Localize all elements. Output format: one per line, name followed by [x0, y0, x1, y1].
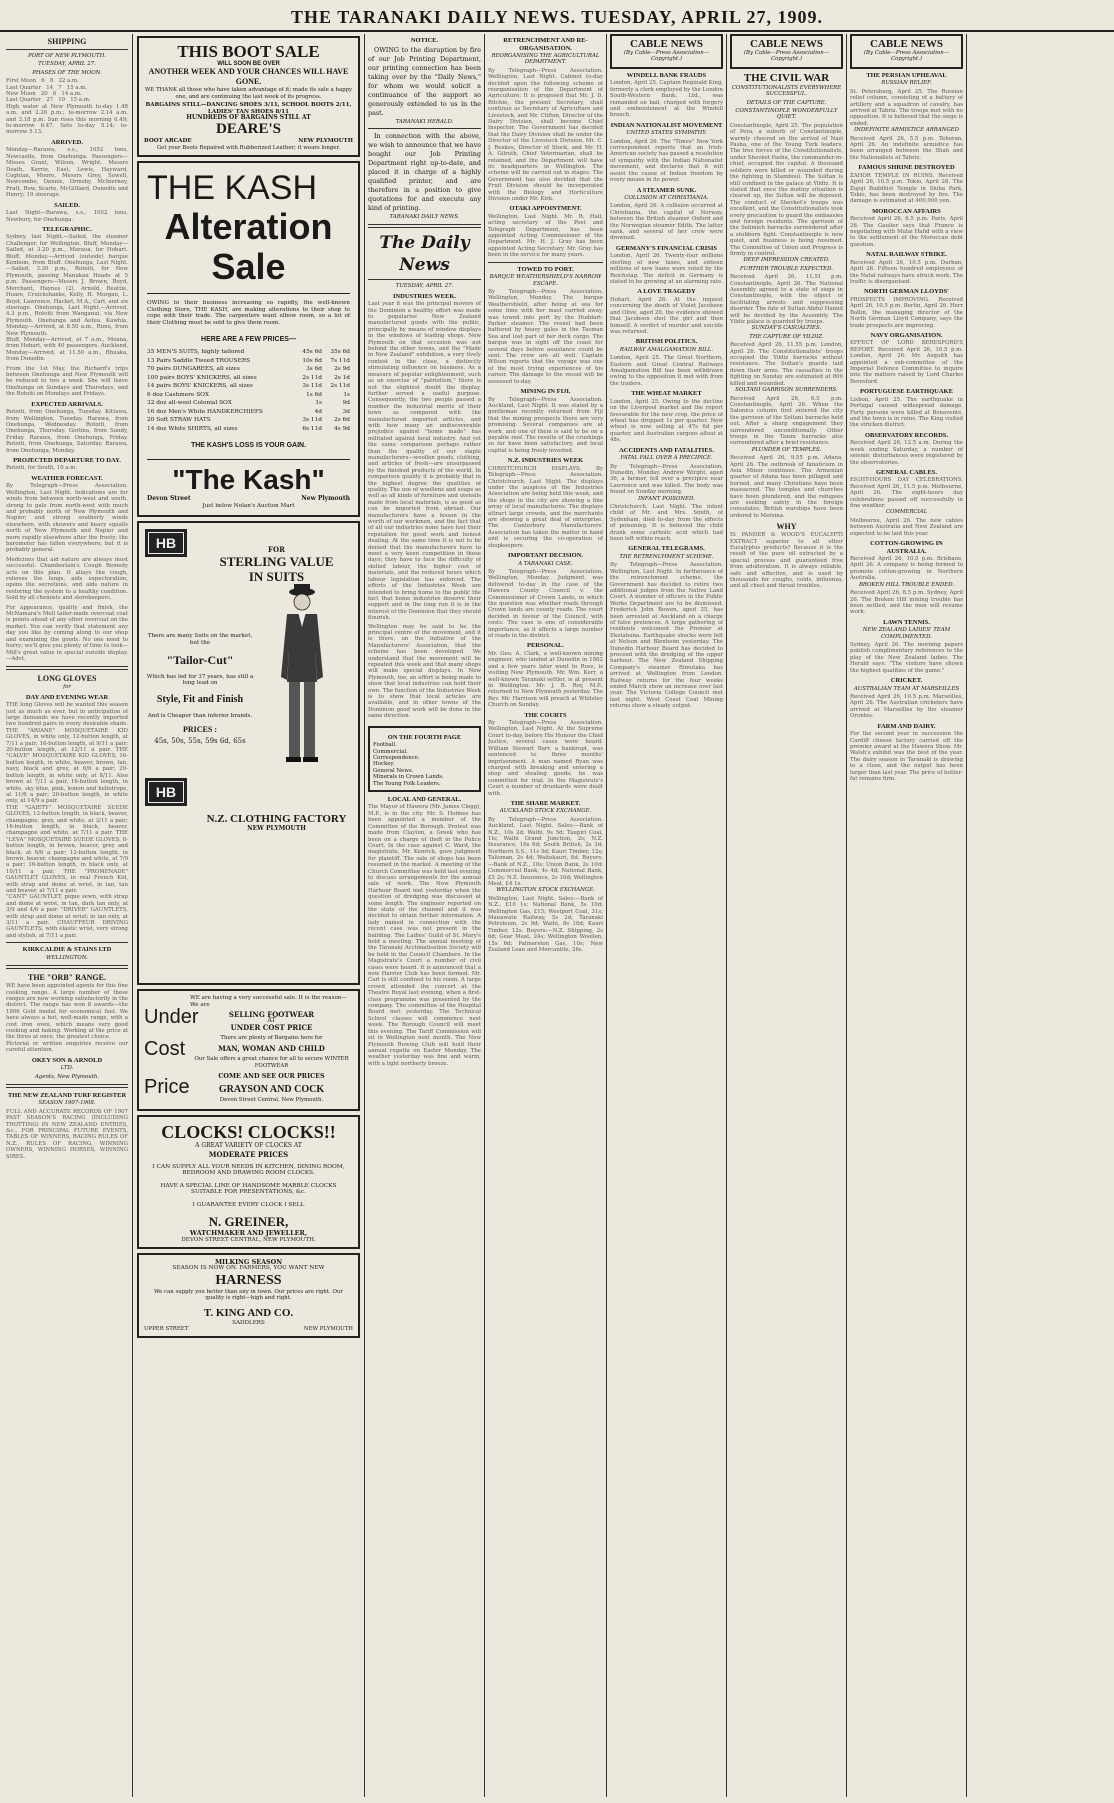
daily-news-date: TUESDAY, APRIL 27.: [395, 283, 454, 290]
price-item-name: 14 pairs BOYS' KNICKERS, all sizes: [147, 383, 253, 390]
why-title: WHY: [776, 522, 797, 532]
orb-agents-line: Agents, New Plymouth.: [34, 1073, 100, 1080]
towed-title: TOWED TO PORT.: [517, 265, 574, 273]
boot-sale-soon: WILL SOON BE OVER: [217, 61, 280, 67]
footwear-at: AT: [267, 1017, 276, 1025]
boot-sale-shop: DEARE'S: [215, 121, 282, 138]
turf-title: THE NEW ZEALAND TURF REGISTER: [7, 1091, 127, 1099]
cable-news-sub-3: (By Cable—Press Association—Copyright.): [863, 50, 950, 63]
price-row: [147, 348, 350, 357]
fourth-page-item: Correspondence.: [373, 754, 420, 761]
gentleman-illustration: [267, 578, 337, 778]
fatal-fall-title: FATAL FALL OVER A PRECIPICE.: [620, 455, 713, 462]
harness-town: NEW PLYMOUTH: [303, 1325, 353, 1332]
steamer-title: A STEAMER SUNK.: [636, 186, 697, 194]
local-general-title: LOCAL AND GENERAL.: [387, 795, 462, 803]
price-item-was: 3s 11d: [302, 417, 322, 424]
hb-suits-ad: [137, 521, 360, 985]
column-editorial: NOTICE. OWING to the disruption by fire of our Job Printing Department, our printing connection has been taking over by the "Daily News," for whom we would solicit a continuance of the support so generously extended to us in the past. TARANAKI HERALD. In connection with the above, we wish to announce that we have bought our Job Printing Department right up-to-date, and placed it in charge of a highly qualified printer, and are therefore in a position to give quotations for and execute any kind of printing. TARANAKI DAILY NEWS. The Daily News TUESDAY, APRIL 27. INDUSTRIES WEEK. Last year it was the principal movers of the Dominion a healthy effort was made to popularise New Zealand manufactured goods with the public, principally by means of window displays in the windows of leading shops. New Plymouth on that occasion was not behind the other towns, and the "Made in New Zealand" exhibition, a very lively contest in the close, a distinctly stimulating influence on business. As a measure of popular enlightenment, such as an exercise of "patriotism," there is not the slightest doubt the display, further served a useful purpose. Consequently, the two people passed a number the industrial merits of their town as compared with the manufactured imported articles, and with how many an undiscoverable prejudice against "home made" has militated against local industry. And yet the same comparison perhaps rather than the quality of our staple manufacturers—woollen goods, clothing, and articles of fresh—are unsurpassed by the finished products of the world. In comparison quality it is probably that in the highest degree the qualities of quality. The use of woollens and soaps as well as all kinds of furniture and utensils made from local materials, is as good as can be imported from abroad. Our manufacturers have a lesson in the worth of our workmen, and the fact that of all our industries none have lost their reputation for good work and honest dealing. At the same time it is not to be denied that the manufacturers have to meet a very keen competition in these days; they have to face the difficulty of skilled labour, the higher cost of materials, and the reduced hours which labour legislation has enforced. The efforts of the Industries Week are intended to bring home to the public the fact that home industries deserve their support and in the long run it is in the interest of the Dominion that they should flourish. Wellington may be said to be the principal centre of the movement, and it is there, on the initiative of the Manufacturers' Association, that the scheme has been developed. We understand that the movement will be repeated this week and that many shops will make special displays. In New Plymouth, too, an effort is being made to show that local industries can hold their own. The function of the Industries Week is to show that local articles are available, and in other towns of the Dominion good work will be done in the same direction. ON THE FOURTH PAGE Football. Commercial. Correspondence. Hockey. General News. Minerals in Crown Lands. The Young Folk Leaders. LOCAL AND GENERAL. The Mayor of Hawera (Mr. James Clegg), M.P., is in the city. Mr. S. Holmes has been appointed a member of the Committee of the Borough. Protest was made from Clayton, a Greek who has been on a charge of theft in the Police Court. In the case against C. Ward, the magistrate, Mr. Kenrick, gave judgment for plaintiff. The sale of shops has been resumed in the market. A meeting of the Church Committee was held last evening to discuss arrangements for the annual sale of work. The New Plymouth Harbour Board met yesterday when the question of dredging was discussed at some length. The engineer reported on the state of the channel and it was decided to obtain further information. A lady named in connection with the recent case was not present in the building. The Ladies' Guild of St. Mary's held a meeting. The annual meeting of the Taranaki Acclimatisation Society will be held in the Council Chambers. In the Magistrate's Court a number of civil cases were heard. It is announced that a new Harrier Club has been formed. Mr. Carl is still confined to his room. A large crowd attended the concert at the Theatre Royal last evening, when a first-class programme was presented by the company. The committee of the Hospital Board met yesterday. The Technical School classes will commence next week. The Borough Council will meet this evening. The Tariff Commission will sit in Wellington next month. The New Plymouth Rowing Club will hold their annual regatta on Easter Monday. The weather yesterday was fine and warm, with a light northerly breeze.: [368, 37, 481, 1067]
footwear-come: COME AND SEE OUR PRICES: [218, 1071, 325, 1080]
farm-dairy-title: FARM AND DAIRY.: [877, 722, 936, 730]
footwear-under-cost: UNDER COST PRICE: [230, 1022, 313, 1032]
gloves-for: for: [63, 684, 71, 691]
aus-team-title: AUSTRALIAN TEAM AT MARSEILLES: [853, 685, 960, 692]
hb-cheaper: And is Cheaper than inferior brands.: [147, 712, 253, 719]
projected-title: PROJECTED DEPARTURE TO DAY.: [13, 456, 121, 464]
turf-season: SEASON 1907-1908.: [38, 1100, 96, 1107]
price-item-name: 20 Soft STRAW HATS: [147, 417, 211, 424]
collision-title: COLLISION AT CHRISTIANIA.: [624, 195, 709, 201]
column-cable-news-1: CABLE NEWS (By Cable—Press Association—Copyright.) WINDELL BANK FRAUDS London, April 25. Captain Reginald King, formerly a clerk employed by the London South-Western Bank, Ltd., was remanded on bail, charged with forgery and embezzlement at the Windell branch. INDIAN NATIONALIST MOVEMENT UNITED STATES SYMPATHY. London, April 26. The "Times" New York correspondent reports that an Irish-American society has passed a resolution of sympathy with the Indian Nationalist movement, and declares that it will assist the cause of Indian freedom by every means in its power. A STEAMER SUNK. COLLISION AT CHRISTIANIA. London, April 26. A collision occurred at Christiania, the capital of Norway, between the British steamer Oxford and the Norwegian steamer Edith. The latter sank, and several of her crew were drowned. GERMANY'S FINANCIAL CRISIS London, April 26. Twenty-four millions sterling of new taxes, and sixteen millions of new loans were voted by the Reichstag. The deficit in Germany is stated to be growing at an alarming rate. A LOVE TRAGEDY Hobart, April 26. At the inquest concerning the death of Violet Jacobsen and Olive, aged 20, the evidence showed that Jacobsen shot the girl and then himself. A verdict of murder and suicide was returned. BRITISH POLITICS. RAILWAY AMALGAMATION BILL. London, April 25. The Great Northern, Eastern and Great Central Railways Amalgamation Bill has been withdrawn owing to the opposition it met with from the traders. THE WHEAT MARKET London, April 25. Owing to the decline on the Liverpool market and the report favourable for the new crop, the price of wheat has dropped 1s per quarter. New wheat is now selling at 47s 6d per quarter, and Australian cargoes afloat at 48s. ACCIDENTS AND FATALITIES. FATAL FALL OVER A PRECIPICE. By Telegraph—Press Association. Dunedin, Monday. Andrew Wirght, aged 36, a farmer, fell over a precipice near Lawrence and was killed. The body was found on Sunday morning. INFANT POISONED. Christchurch, Last Night. The infant child of Mr. and Mrs. Smith, of Sydenham, died to-day from the effects of poisoning. It is believed the child drank some carbolic acid which had been left within reach. GENERAL TELEGRAMS. THE RETRENCHMENT SCHEME. By Telegraph—Press Association. Wellington, Last Night. In furtherance of the retrenchment scheme, the Government has decided to retire two additional judges from the Native Land Court. A number of officers in the Public Works Department are to be dismissed. Frederick John Bowen, aged 25, has been arrested at Auckland on a charge of false pretences. A large gathering of residents welcomed the Premier at Eketahuna. Earthquake shocks were felt at Nelson and Blenheim yesterday. The Dunedin Harbour Board has decided to proceed with the dredging of the upper harbour. The New Zealand Shipping Company's steamer Rimutaka has arrived at Wellington from London. Railway returns for the four weeks ended March show an increase over last year. The Victoria College Council met last night. West Coast Coal Mining returns show a steady output.: [610, 34, 723, 1797]
cable-news-title-2: CABLE NEWS: [749, 38, 824, 50]
windell-title: WINDELL BANK FRAUDS: [626, 71, 707, 79]
boot-arcade: BOOT ARCADE: [144, 138, 192, 145]
price-item-name: 13 Pairs Saddle Tweed TROUSERS: [147, 357, 251, 364]
kash-slogan: THE KASH'S LOSS IS YOUR GAIN.: [190, 442, 307, 450]
british-politics-title: BRITISH POLITICS.: [635, 338, 698, 346]
price-item-name: 6 doz Cashmere SOX: [147, 391, 209, 398]
notice2-body: In connection with the above, we wish to announce that we have bought our Job Printing Department right up-to-date, and placed it in charge of a highly qualified printer, and are therefore in a position to give quotations for and execute any kind of printing.: [368, 131, 481, 212]
notice2-sig: TARANAKI DAILY NEWS.: [389, 213, 460, 220]
column-cable-news-3: CABLE NEWS (By Cable—Press Association—Copyright.) THE PERSIAN UPHEAVAL RUSSIAN RELIEF. St. Petersburg, April 25. The Russian relief column, consisting of a battery of artillery and a squadron of cavalry, has arrived at Tabriz. The troops met with no opposition. It is believed that the siege is ended. INDEFINITE ARMISTICE ARRANGED Received April 26, 5.5 p.m. Teheran, April 26. An indefinite armistice has been arranged between the Shah and the Nationalists at Tabriz. FAMOUS SHRINE DESTROYED ZAHOR TEMPLE IN RUINS. Received April 26, 10.5 p.m. Tokio, April 26. The Zojoji Buddhist Temple in Shiba Park, Tokio, has been destroyed by fire. The damage is estimated at 400,000 yen. MOROCCAN AFFAIRS Received April 26, 6.5 p.m. Paris, April 26. The Gaulier says that France is negotiating with Mulai Hafid with a view to the settlement of the Moroccan debt question. NATAL RAILWAY STRIKE. Received April 26, 10.5 p.m. Durban, April 26. Fifteen hundred employees of the Natal railways have struck work. The traffic is disorganised. NORTH GERMAN LLOYDS' PROSPECTS IMPROVING. Received April 26, 10.5 p.m. Berlin, April 26. Herr Ballin, the managing director of the North German Lloyd Company, says the trade prospects are improving. NAVY ORGANISATION. EFFECT OF LORD BERESFORD'S REPORT. Received April 26, 10.5 p.m. London, April 26. Mr. Asquith has appointed a sub-committee of the Imperial Defence Committee to inquire into the matters raised by Lord Charles Beresford. PORTUGUESE EARTHQUAKE Lisbon, April 25. The earthquake in Portugal caused widespread damage. Forty persons were killed at Benavente, and the town is in ruins. The King visited the stricken district. OBSERVATORY RECORDS. Received April 26, 12.5 a.m. During the week ending Saturday, a number of seismic disturbances were registered by the observatories. GENERAL CABLES. EIGHT-HOURS DAY CELEBRATIONS. Received April 26, 11.5 p.m. Melbourne, April 26. The eight-hours day celebrations passed off successfully in fine weather. COMMERCIAL Melbourne, April 26. The new cables between Australia and New Zealand are expected to be laid this year. COTTON-GROWING IN AUSTRALIA. Received April 26, 10.5 p.m. Brisbane, April 26. A company is being formed to promote cotton-growing in Northern Australia. BROKEN HILL TROUBLE ENDED. Received April 26, 8.5 p.m. Sydney, April 26. The Broken Hill mining trouble has been settled, and the men will resume work. LAWN TENNIS. NEW ZEALAND LADIES' TEAM COMPLIMENTED. Sydney, April 26. The morning papers publish complimentary references to the play of the New Zealand ladies. The Herald says: "The visitors have shown the highest qualities of the game." CRICKET. AUSTRALIAN TEAM AT MARSEILLES Received April 26, 10.5 p.m. Marseilles, April 26. The Australian cricketers have arrived at Marseilles by the steamer Orontes. FARM AND DAIRY. For the second year in succession the Cardiff cheese factory carried off the premier award at the Hawera Show. Mr. Walsh's exhibit was the best of the year. The dairy season in Taranaki is drawing to a close, and the output has been larger than last year. The price of butter-fat remains firm.: [850, 34, 963, 1797]
price-row: [147, 416, 350, 425]
harness-trade: SADDLERS: [232, 1319, 265, 1326]
personal-title: PERSONAL.: [526, 642, 565, 650]
fourth-page-list: [373, 742, 476, 787]
harness-title: MILKING SEASON: [214, 1257, 283, 1266]
fourth-page-item: General News.: [373, 767, 414, 774]
price-item-was: 4d: [314, 408, 322, 415]
kash-ad: [137, 161, 360, 517]
clocks-name: N. GREINER,: [208, 1214, 289, 1230]
retrenchment-sub: REORGANISING THE AGRICULTURAL DEPARTMENT.: [491, 53, 600, 66]
column-advertisements: [137, 34, 360, 1797]
gloves-title: LONG GLOVES: [37, 674, 97, 684]
fourth-page-box: [368, 726, 481, 792]
fourth-page-title: ON THE FOURTH PAGE: [387, 733, 462, 741]
wheat-title: THE WHEAT MARKET: [631, 390, 702, 398]
price-item-was: 2s 11d: [302, 374, 322, 381]
price-row: [147, 374, 350, 383]
fourth-page-item: Commercial.: [373, 748, 408, 755]
price-item-now: 7s 11d: [330, 357, 350, 364]
expected-title: EXPECTED ARRIVALS.: [31, 400, 103, 408]
cricket-title: CRICKET.: [890, 677, 923, 685]
hb-tailor-cut: "Tailor-Cut": [166, 653, 234, 668]
barque-title: BARQUE WEATHERSHIELD'S NARROW ESCAPE.: [489, 274, 602, 287]
details-title: DETAILS OF THE CAPTURE.: [746, 99, 827, 106]
price-row: [147, 425, 350, 434]
cable-news-title-1: CABLE NEWS: [629, 38, 704, 50]
nz-industries-title: N.Z. INDUSTRIES WEEK: [507, 457, 584, 465]
industries-week-title: INDUSTRIES WEEK.: [392, 292, 457, 300]
kirkcaldie-name: KIRKCALDIE & STAINS LTD: [22, 946, 112, 954]
kash-street: Devon Street: [147, 495, 191, 503]
general-telegrams-title: GENERAL TELEGRAMS.: [628, 545, 705, 553]
kash-intro: OWING to their business increasing so rapidly, the well-known Clothing Store, THE KASH, are making alterations to their shop to cope with their trade. The carpenters want elbow room, so a lot of their Clothing must be sold to give them room.: [147, 300, 350, 327]
clocks-addr: DEVON STREET CENTRAL, NEW PLYMOUTH.: [181, 1236, 316, 1243]
notice-title: NOTICE.: [410, 37, 439, 44]
tragedy-title: A LOVE TRAGEDY: [637, 288, 696, 296]
important-title: IMPORTANT DECISION.: [507, 552, 583, 560]
masthead: THE TARANAKI DAILY NEWS. TUESDAY, APRIL 27, 1909.: [0, 0, 1114, 32]
general-cables-title: GENERAL CABLES.: [875, 468, 938, 476]
kirkcaldie-place: WELLINGTON.: [46, 954, 88, 961]
russian-relief-title: RUSSIAN RELIEF.: [881, 80, 932, 87]
boot-sale-thank: WE THANK all those who have taken advantage of it; made its sale a happy one, and are continuing the last week of its progress.: [144, 87, 353, 100]
boot-sale-bargains: BARGAINS STILL—DANCING SHOES 3/11, SCHOOL BOOTS 2/11, LADIES' TAN SHOES 8/11: [145, 102, 352, 115]
constitutionalists-title: CONSTITUTIONALISTS EVERYWHERE SUCCESSFUL.: [731, 84, 842, 98]
hb-logo: HB: [145, 529, 187, 557]
boot-sale-title: THIS BOOT SALE: [177, 42, 320, 61]
footwear-ad: [137, 989, 360, 1111]
shipping-date: TUESDAY, APRIL 27.: [38, 61, 96, 68]
hb-suits: IN SUITS: [248, 568, 305, 584]
price-item-now: 1s: [343, 391, 350, 398]
clocks-moderate: MODERATE PRICES: [208, 1149, 289, 1159]
commercial-title: COMMERCIAL: [885, 509, 928, 516]
price-item-now: 2s 6d: [334, 417, 350, 424]
hb-factory-town: NEW PLYMOUTH: [247, 825, 306, 833]
harness-harness: HARNESS: [215, 1272, 282, 1288]
fourth-page-item: Football.: [373, 742, 397, 749]
column-cable-news-2: CABLE NEWS (By Cable—Press Association—Copyright.) THE CIVIL WAR CONSTITUTIONALISTS EVERYWHERE SUCCESSFUL. DETAILS OF THE CAPTURE. CONSTANTINOPLE WONDERFULLY QUIET. Constantinople, April 25. The population of Pera, a suburb of Constantinople, warmly cheered on the arrival of Nazi Pasha, one of the Young Turk leaders. The tree forces of the Constitutionalists, under Shevket Pasha, the commander-in-chief, occupied the capital. A thousand soldiers were killed or wounded during the fighting in Stamboul. The Sultan is still confined in the palace at Yildiz. It is stated that once the mutiny situation is cleared up, the Sultan will be deposed. The conduct of Shevket's troops was excellent, and the Constitutionalists took every precaution to guard the embassies and foreign residents. The garrison of the Selimieh barracks surrendered after a stubborn fight. Constantinople is now quiet, and business is being resumed. The Committee of Union and Progress is firmly in control. DEEP IMPRESSION CREATED. FURTHER TROUBLE EXPECTED. Received April 26, 11.51 p.m. Constantinople, April 26. The National Assembly agreed to a state of siege in Constantinople, with the object of facilitating arrests and suppressing disorder. The fate of Sultan Abdul Hamid will be decided by the Assembly. The Yildiz palace is guarded by troops. SUNDAY'S CASUALTIES. THE CAPTURE OF YILDIZ. Received April 26, 11.55 p.m. London, April 26. The Constitutionalists' troops occupied the Yildiz barracks without resistance. The Sultan's guards laid down their arms. The casualties in the fighting on Sunday are estimated at 800 killed and wounded. SOLTANI GARRISON SURRENDERS. Received April 26, 6.5 p.m. Constantinople, April 26. When the Salonica column first entered the city the garrison of the Soltani barracks held out. After a sharp engagement they surrendered unconditionally. Other troops in the Taxim barracks also surrendered after a brief resistance. PLUNDER OF TEMPLES. Received April 26, 9.55 p.m. Adana, April 26. The outbreak of fanaticism in Asia Minor continues. The Armenian quarter of Adana has been pillaged and burned, and many Christians have been massacred. The temples and churches have been plundered, and the refugees are seeking safety in the foreign consulates. British warships have been ordered to Mersina. WHY IS PANDER & WOOD'S EUCALYPTI EXTRACT superior to all other Eucalyptus products? Because it is the result of the pure oil extracted by a special process and guaranteed free from adulteration. It is always reliable, safe and effective, and is used by thousands for coughs, colds, influenza, and all chest and throat troubles.: [730, 34, 843, 1797]
retrench-scheme-title: THE RETRENCHMENT SCHEME.: [619, 553, 714, 560]
price-item-name: 14 doz White SHIRTS, all sizes: [147, 425, 238, 432]
moroccan-title: MOROCCAN AFFAIRS: [872, 207, 941, 215]
hb-prices: 45s, 50s, 55s, 59s 6d, 65s: [154, 736, 246, 745]
price-item-name: 32 doz all-wool Colonial SOX: [147, 400, 232, 407]
boot-sale-another: ANOTHER WEEK AND YOUR CHANCES WILL HAVE GONE.: [148, 67, 349, 87]
infant-poisoned-title: INFANT POISONED.: [638, 495, 695, 502]
kash-below: Just below Nolan's Auction Mart: [202, 502, 295, 509]
column-shipping: SHIPPING PORT OF NEW PLYMOUTH. TUESDAY, APRIL 27. PHASES OF THE MOON. First Moon 6 8 22 a.m. Last Quarter 14 7 15 a.m. New Moon 20 6 14 a.m. Last Quarter 27 10 15 a.m. High water at New Plymouth to-day 1.48 a.m. and 2.26 p.m.; to-morrow 2.14 a.m. and 3.18 p.m. Sun rises this morning 6.49; to-morrow 6.47. Sets to-day 5.14; to-morrow 5.13. ARRIVED. Monday—Rarawa, s.s., 1052 tons, Newcastle, from Onehunga. Passengers—Misses Grant, Wilson, Wright, Messrs Death, Kerrie, East, Lewis, Hayward, Coghlan, Moore, Messrs Grey, Sowell, Newcombe, Dennis, Ormsby, McInerney, Pratt, Row, Scarte, McGilliard, Dunedin and Henry; 19 steerage. SAILED. Last Night—Rarawa, s.s., 1052 tons, Newbury, for Onehunga. TELEGRAPHIC. Sydney, last Night.—Sailed, the steamer Challenger, for Wellington. Bluff, Monday—Sailed, at 3.20 p.m., Maraua, for Hobart. Bluff, Monday.—Arrived (outside) barque Kenbom, from Bluff. Onehunga, Last Night.—Sailed, 3.30 p.m., Rotoiti, for New Plymouth, passing Manukau Heads at 5 p.m. Passengers—Messrs J. Brown, Boyd, Merchant, Haynes (2), Arnold, Beattie, Hoare, Cruickshanks, Kelly, H. Morgan, L. Boyd, Lawrence, Hacket, M.A., Carl, and six steerage. Onehunga, Last Night.—Arrived, 4.3 p.m., Rotoiti from Wanganui, via New Plymouth. Onehunga and Aotea. Kawhia, Monday.—Arrived, at 8.50 a.m., Rimu, from New Plymouth. Bluff, Monday—Arrived, at 7 a.m., Moana, from Hobart, with 40 passengers. Auckland, Monday—Arrived, at 11.50 a.m., Rhuaka, from Dunedin. From the 1st May, the Richard's trips between Onehunga and New Plymouth will be reduced to two a week. She will leave Onehunga on Sundays and Thursdays, and the Rotoiti on Mondays and Fridays. EXPECTED ARRIVALS. Rotoiti, from Onehunga, Tuesday. Kittawa, from Wellington, Tuesday. Rarawa, from Onehunga, Wednesday. Rotoiti, from Onehunga, Thursday. Gorlina, from Sandy, Friday. Rarawa, from Onehunga, Friday. Rotoiti, from Onehunga, Saturday. Rarawa, from Onehunga, Monday. PROJECTED DEPARTURE TO DAY. Rotoiti, for South, 10 a.m. WEATHER FORECAST. By Telegraph—Press Association. Wellington, Last Night. Indications are for winds from between north-west and south, strong to gale from north-west with much and probably north of New Plymouth and Napier; and strong southerly winds elsewhere, with showers and heavy squalls north of New Plymouth and Napier and more rapidly elsewhere after the frosty; the barometer has fallen everywhere; but it is probably general. Medicines that aid nature are always most successful. Chamberlain's Cough Remedy acts on this plan. It allays the cough, relieves the lungs, aids expectoration, opens the secretions, and aids nature in restoring the system to a healthy condition. Sold by all chemists and storekeepers. For appearance, quality and finish, the McNamara's Mell tailor-made overcoat coat is points ahead of any other overcoat on the market. You can verify that statement any day you like by coming along to our shop and examining the goods. No one need to hurry; we'll give you plenty of time to look—Mill's great value in special outside display.—Advt. LONG GLOVES for DAY AND EVENING WEAR THE long Gloves will be wanted this season just as much as ever, but in anticipation of large demands we have recently imported two hundred pairs in every desirable shade. THE "ARIANE" MOSQUETAIRE KID GLOVES, in white only, 12-button length, at 7/11 a pair; 16-button length, at 9/11 a pair; 20-button length, at 12/11 a pair. THE "CALVE" MOSQUETAIRE KID GLOVES, 16-button length, in white, beaver, brown, tan, navy, black and grey, at 6/6 a pair; 20-button length, in white only, at 8/11. Also brown at 7/11 a pair, 16-button length, in white, sky blue, pink, lemon and heliotrope, at 11/6 a pair; 20-button length, in white only, at 14/9 a pair. THE "GAIETY" MOSQUETAIRE SUEDE GLOVES, 12-button length, in black, beaver, champagne, grey, and white, at 3/11 a pair; 16-button length, in black, beaver, champagne and white, at 7/11 a pair. THE "LEVA" MOSQUETAIRE SUEDE GLOVES, 8-button length, in brown, beaver, grey and black, at 6/6 a pair; 12-button length, in brown, beaver, champagne and white, at 7/9 a pair; 16-button length, in black only, at 10/11 a pair. THE "PROMENADE" GAUNTLET GLOVES, in real French Kid, with strap and dome at wrist, in tan, tan and beaver, at 7/11 a pair. "CANT" GAUNTLET, pique sewn, with strap and dome at wrist, in tan, dark tan only, at 3/9 and 4/6 a pair. "DRIVER" GAUNTLETS, with strap and dome at wrist; in tan only, at 3/11 a pair. CHAUFFEUR DRIVING GAUNTLETS, with elastic wrist, very strong and stylish, at 7/11 a pair. KIRKCALDIE & STAINS LTD WELLINGTON. THE "ORB" RANGE. WE have been appointed agents for this fine cooking range. A large number of these ranges are now working satisfactorily in the district. The range has won 8 awards—the 1906 Gold medal for economical fuel. We have always a hot, well-made range, with a cost iron oven, which means very good cooking and baking. Working at the price at the three at once, the greatest choice. Pictorial or written enquiries receive our careful attention. OKEY SON & ARNOLD LTD. Agents, New Plymouth. THE NEW ZEALAND TURF REGISTER SEASON 1907-1908. FULL AND ACCURATE RECORDS OF 1907 PAST SEASON'S RACING (INCLUDING TROTTING) IN NEW ZEALAND ENTRIES, &c., FOR PRINCIPAL FUTURE EVENTS, TABLES OF WINNERS, RACING RULES OF N.Z., RULES OF RACING, WINNING OWNERS, WINNING HORSES, WINNING SIRES.: [6, 37, 128, 1160]
observatory-title: OBSERVATORY RECORDS.: [864, 431, 949, 439]
kash-title: THE KASH: [147, 169, 318, 208]
hb-led: Which has led for 37 years, has still a long lead on: [146, 674, 254, 687]
price-item-name: 16 doz Men's White HANDKERCHIEFS: [147, 408, 263, 415]
auckland-exchange-title: AUCKLAND STOCK EXCHANGE.: [499, 808, 592, 815]
harness-firm: T. KING AND CO.: [203, 1306, 294, 1319]
footwear-plenty: There are plenty of Bargains here for: [220, 1035, 323, 1042]
price-item-name: 35 MEN'S SUITS, highly tailored: [147, 349, 245, 356]
civil-war-title: THE CIVIL WAR: [743, 71, 830, 84]
sharemarket-title: THE SHARE MARKET.: [510, 799, 581, 807]
courts-title: THE COURTS: [524, 711, 567, 719]
price-item-now: 2s 1d: [334, 374, 350, 381]
boot-sale-hundreds: HUNDREDS OF BARGAINS STILL AT: [186, 114, 311, 122]
hb-logo-2: HB: [145, 778, 187, 806]
portuguese-title: PORTUGUESE EARTHQUAKE: [860, 388, 953, 396]
price-item-was: 3s 11d: [302, 383, 322, 390]
kash-prices-title: HERE ARE A FEW PRICES—: [201, 335, 296, 343]
boot-sale-ad: [137, 36, 360, 157]
orb-agent: OKEY SON & ARNOLD: [31, 1056, 103, 1064]
otaki-title: OTAKI APPOINTMENT.: [509, 205, 582, 213]
price-item-was: 10s 6d: [302, 357, 322, 364]
harness-street: UPPER STREET: [144, 1325, 189, 1332]
harness-supply: We can supply you better than any in town. Our prices are right. Our quality is right—high and right.: [154, 1288, 343, 1302]
notice-body: OWING to the disruption by fire of our Job Printing Department, our printing connection has been taking over by the "Daily News," for whom we would solicit a continuance of the support so generously extended to us in the past.: [368, 45, 481, 117]
price-row: [147, 357, 350, 366]
footwear-cost: Cost: [144, 1038, 186, 1061]
gloves-title-2: DAY AND EVENING WEAR: [25, 693, 109, 701]
nz-ladies-title: NEW ZEALAND LADIES' TEAM COMPLIMENTED.: [862, 627, 951, 640]
mining-title: MINING IN FIJI.: [520, 388, 571, 396]
railway-bill-title: RAILWAY AMALGAMATION BILL.: [619, 346, 714, 353]
footwear-man: MAN, WOMAN AND CHILD: [218, 1043, 325, 1053]
footwear-price: Price: [144, 1076, 190, 1099]
lawn-tennis-title: LAWN TENNIS.: [883, 618, 930, 626]
boot-town: NEW PLYMOUTH: [298, 138, 353, 145]
constantinople-title: CONSTANTINOPLE WONDERFULLY QUIET.: [735, 108, 838, 121]
notice-sig: TARANAKI HERALD.: [395, 118, 454, 125]
clocks-sub: A GREAT VARIETY OF CLOCKS AT: [195, 1142, 302, 1150]
garrison-surrender-title: SOLTANI GARRISON SURRENDERS.: [735, 387, 838, 394]
shipping-title: SHIPPING: [47, 37, 87, 46]
price-item-was: 3s 6d: [306, 366, 322, 373]
telegraphic-title: TELEGRAPHIC.: [42, 225, 92, 233]
hb-style: Style, Fit and Finish: [156, 693, 244, 705]
hb-many: There are many Suits on the market, but the: [147, 633, 253, 646]
price-item-now: 4s 9d: [334, 425, 350, 432]
capture-yildiz-title: THE CAPTURE OF YILDIZ.: [749, 333, 824, 340]
arrived-title: ARRIVED.: [51, 138, 83, 146]
navy-title: NAVY ORGANISATION.: [870, 331, 943, 339]
hb-for: FOR: [268, 545, 285, 555]
clocks-ad: [137, 1115, 360, 1249]
orb-title: THE "ORB" RANGE.: [27, 973, 106, 983]
fourth-page-item: The Young Folk Leaders.: [373, 780, 441, 787]
price-item-was: 1s: [315, 400, 322, 407]
shrine-title: FAMOUS SHRINE DESTROYED: [858, 164, 955, 172]
germany-title: GERMANY'S FINANCIAL CRISIS: [615, 244, 718, 252]
price-row: [147, 391, 350, 400]
broken-hill-title: BROKEN HILL TROUBLE ENDED.: [858, 581, 955, 588]
price-item-was: 6s 11d: [302, 425, 322, 432]
price-item-now: 35s 6d: [330, 349, 350, 356]
armistice-title: INDEFINITE ARMISTICE ARRANGED: [853, 127, 960, 134]
lloyds-title: NORTH GERMAN LLOYDS': [863, 288, 949, 296]
fourth-page-item: Minerals in Crown Lands.: [373, 774, 444, 781]
indian-title: INDIAN NATIONALIST MOVEMENT: [610, 121, 723, 129]
price-row: [147, 365, 350, 374]
accidents-title: ACCIDENTS AND FATALITIES.: [619, 446, 714, 454]
harness-is: SEASON IS NOW ON. FARMERS, YOU WANT NEW: [172, 1265, 325, 1272]
sundays-casualties-title: SUNDAY'S CASUALTIES.: [751, 325, 822, 332]
kash-footer-title: "The Kash": [172, 464, 325, 496]
price-row: [147, 399, 350, 408]
hb-sterling: STERLING VALUE: [219, 553, 334, 569]
price-item-now: 2s 9d: [334, 366, 350, 373]
price-item-name: 100 pairs BOYS' KNICKERS, all sizes: [147, 374, 257, 381]
price-item-now: 9d: [342, 400, 350, 407]
moon-title: PHASES OF THE MOON.: [32, 69, 102, 76]
price-row: [147, 382, 350, 391]
footwear-season: Our Sale offers a great chance for all to secure WINTER FOOTWEAR: [194, 1056, 349, 1069]
clocks-title: CLOCKS! CLOCKS!!: [161, 1122, 336, 1143]
cable-news-title-3: CABLE NEWS: [869, 38, 944, 50]
footwear-intro: WE are having a very successful sale. It is the reason—We are: [190, 995, 348, 1008]
deep-impression-title: DEEP IMPRESSION CREATED.: [743, 257, 830, 264]
boot-repair: Get your Boots Repaired with Rubberized Leather; it wears longer.: [156, 144, 341, 151]
harness-ad: [137, 1253, 360, 1338]
clocks-trade: WATCHMAKER AND JEWELLER,: [189, 1229, 308, 1238]
natal-title: NATAL RAILWAY STRIKE.: [866, 251, 947, 259]
cable-news-sub-2: (By Cable—Press Association—Copyright.): [743, 50, 830, 63]
orb-agent-sub: LTD.: [60, 1065, 74, 1072]
clocks-supply: I CAN SUPPLY ALL YOUR NEEDS IN KITCHEN, DINING ROOM, BEDROOM AND DRAWING ROOM CLOCKS.: [152, 1164, 345, 1177]
fourth-page-item: Hockey.: [373, 761, 395, 768]
kash-sale: Alteration Sale: [164, 206, 333, 288]
daily-news-title: The Daily News: [379, 233, 470, 276]
footwear-selling: SELLING FOOTWEAR: [228, 1010, 315, 1020]
column-retrenchment: RETRENCHMENT AND RE-ORGANISATION. REORGANISING THE AGRICULTURAL DEPARTMENT. By Telegraph—Press Association. Wellington, Last Night. Cabinet to-day decided upon the following scheme of reorganisation of the Department of Agriculture: It is proposed that Mr. J. D. Ritchie, the present Secretary, shall continue as Secretary of Agriculture and Livestock, and Mr. Clifton, Director of the Dairy Division, shall become Chief Inspector. The Government has decided that the Dairy Division shall be under the Director of the Livestock Division. Mr. C. J. Reakes, Director of Stock, and Mr. H. A. Gilruth, Chief Veterinarian, shall be retained, and the Department will have its headquarters in Wellington. The scheme will be carried out in stages. The Government has also decided that the Fruit Division should be incorporated with the Biology and Horticulture Division under Mr. Kirk. OTAKI APPOINTMENT. Wellington, Last Night. Mr. R. Hall, acting secretary of the Post and Telegraph Department, has been appointed Acting Commissioner of the Department. Mr. H. J. Gray has been appointed Acting Secretary. Mr. Gray has been in the service for many years. TOWED TO PORT. BARQUE WEATHERSHIELD'S NARROW ESCAPE. By Telegraph—Press Association. Wellington, Monday. The barque Weathershield, after being at sea for some time with her mast carried away, was towed into port by the Huddart-Parker steamer. The vessel had been battered by heavy gales in the Tasman Sea and lost part of her deck cargo. The barque was in sight off the coast for several days before assistance could be sent. The crew are all well. Captain Wilson reports that the voyage was one of the most trying experiences of his career. The damage to the vessel will be assessed to-day. MINING IN FIJI. By Telegraph—Press Association. Auckland, Last Night. It was stated by a gentleman recently returned from Fiji that the mining prospects there are very promising. Several companies are at work, and one of them is said to be on a payable reef. The results of the crushings so far have been satisfactory, and local capital is being freely invested. N.Z. INDUSTRIES WEEK CHRISTCHURCH DISPLAYS. By Telegraph—Press Association. Christchurch, Last Night. The displays under the auspices of the Industries Association are being held this week, and the shops in the city are showing a fine array of local manufactures. The displays attract large crowds, and the merchants are showing a great deal of enterprise. The Canterbury Manufacturers' Association has taken the matter in hand and is securing the co-operation of shopkeepers. IMPORTANT DECISION. A TARANAKI CASE. By Telegraph—Press Association. Wellington, Monday. Judgment was delivered to-day in the case of the Hawera County Council v. the Commissioner of Crown Lands, in which the question was whether roads through Crown lands are county roads. The court decided in favour of the Council, with costs. The case is one of considerable importance, as it affects a large number of roads in the district. PERSONAL. Mr. Geo. A. Clark, a well-known mining engineer, who landed at Dunedin in 1862 and a few years later went to Ross, is visiting New Plymouth. Mr. Wm. Kerr, a well-known Taranaki settler, is at present in Wellington. Mr. J. B. Roy, M.P., returned to New Plymouth yesterday. The Rev. Mr. Harrison will preach at Whiteley Church on Sunday. THE COURTS By Telegraph—Press Association. Wellington, Last Night. At the Supreme Court to-day, before His Honour the Chief Justice, several cases were heard. William Stewart Barr, a bankrupt, was sentenced to three months' imprisonment. A man named Ryan was charged with breaking and entering a shop and stealing goods; he was committed for trial. In the Magistrate's Court a number of drunkards were dealt with. THE SHARE MARKET. AUCKLAND STOCK EXCHANGE. By Telegraph—Press Association. Auckland, Last Night. Sales:—Bank of N.Z., 10s 2d; Waihi, 9s 5d; Taupiri Coal, 1ls; Waihi Grand Junction, 2s; N.Z. Insurance, 16s 6d; South British, 2s 3d; Northern S.S., 11s 9d; Kauri Timber, 12s; Talisman, 2s 4d; Waitekauri, 8d. Buyers:—Bank of N.Z., 10s; Union Bank, 2s 10d; Commercial Bank, 4s 4d; National Bank, £5 2s; N.Z. Insurance, 2s 10d; Wellington Meat, £4 1s. WELLINGTON STOCK EXCHANGE. Wellington, Last Night. Sales:—Bank of N.Z., £10 1s; National Bank, 5s 10d; Wellington Gas, £15; Westport Coal, 31s; Manawatu Railway, 5s 2d; Taranaki Petroleum, 2s 9d; Waihi, 8s 10d; Kauri Timber, 12s. Buyers:—N.Z. Shipping, 2s 6d; Gear Meat, 24s; Wellington Woollen, 15s 6d; Palmerston Gas, 10s; New Zealand Loan and Mercantile, 26s.: [488, 37, 603, 953]
sailed-title: SAILED.: [54, 201, 80, 209]
cable-news-sub-1: (By Cable—Press Association—Copyright.): [623, 50, 710, 63]
price-row: [147, 408, 350, 417]
clocks-guarantee: I GUARANTEE EVERY CLOCK I SELL: [192, 1201, 305, 1208]
price-item-was: 1s 6d: [306, 391, 322, 398]
price-item-now: 3d: [342, 408, 350, 415]
footwear-firm: GRAYSON AND COCK: [218, 1084, 325, 1096]
weather-title: WEATHER FORECAST.: [31, 474, 103, 482]
cotton-title: COTTON-GROWING IN AUSTRALIA.: [870, 540, 943, 555]
retrenchment-title: RETRENCHMENT AND RE-ORGANISATION.: [503, 37, 588, 52]
price-item-now: 2s 11d: [330, 383, 350, 390]
further-trouble-title: FURTHER TROUBLE EXPECTED.: [740, 265, 833, 272]
hb-factory: N.Z. CLOTHING FACTORY: [206, 813, 347, 826]
persian-title: THE PERSIAN UPHEAVAL: [866, 71, 947, 79]
price-item-was: 45s 6d: [302, 349, 322, 356]
wellington-exchange-title: WELLINGTON STOCK EXCHANGE.: [496, 887, 595, 894]
hb-prices-title: PRICES :: [182, 725, 217, 735]
footwear-addr: Devon Street Central, New Plymouth.: [219, 1097, 324, 1104]
plunder-title: PLUNDER OF TEMPLES.: [751, 446, 822, 453]
taranaki-case-title: A TARANAKI CASE.: [518, 560, 573, 567]
price-item-name: 70 pairs DUNGAREES, all sizes: [147, 366, 240, 373]
clocks-marble: HAVE A SPECIAL LINE OF HANDSOME MARBLE CLOCKS SUITABLE FOR PRESENTATIONS, &c.: [160, 1182, 337, 1196]
kash-town: New Plymouth: [301, 495, 350, 503]
united-title: UNITED STATES SYMPATHY.: [626, 130, 707, 137]
shipping-port: PORT OF NEW PLYMOUTH.: [27, 53, 106, 59]
kash-price-list: [147, 348, 350, 433]
footwear-under: Under: [144, 1006, 199, 1029]
